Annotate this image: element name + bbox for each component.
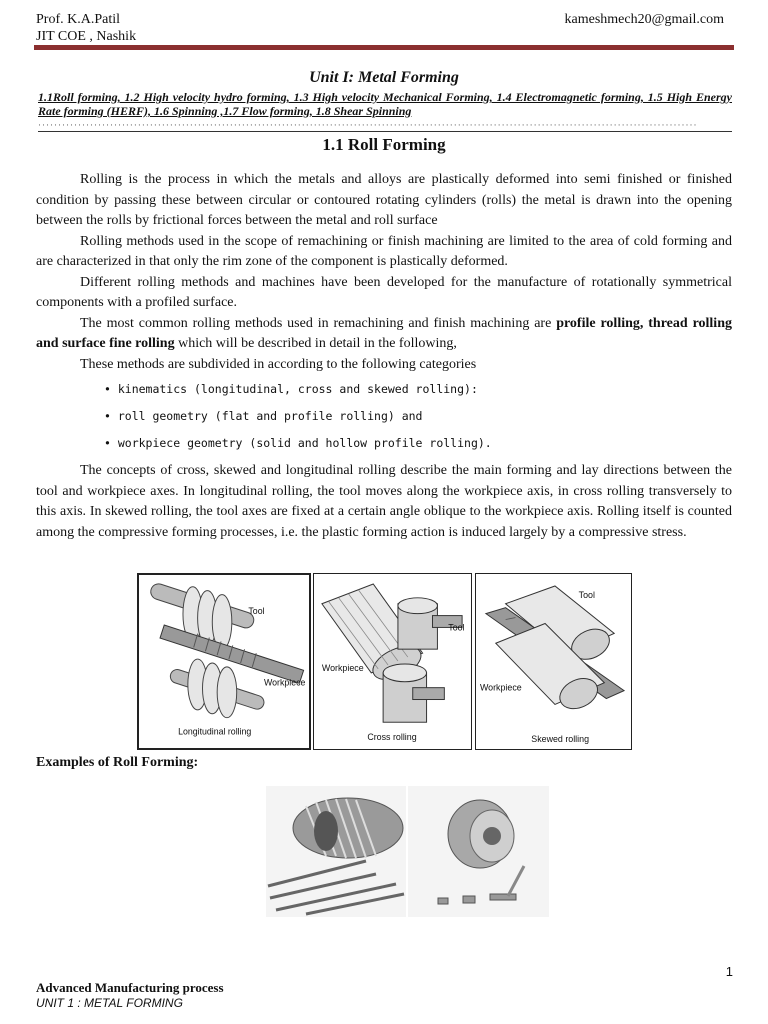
paragraph-common-methods — [36, 314, 732, 355]
paragraph-categories: These methods are subdivided in according to the following categories — [80, 356, 477, 372]
cross-tool-label: Tool — [448, 622, 465, 633]
category-bullets — [36, 376, 732, 457]
thread-rolls-image — [266, 786, 406, 917]
header-rule — [34, 45, 734, 50]
bullet-workpiece-geometry: • workpiece geometry (solid and hollow profile rolling). — [104, 436, 492, 450]
example-photo-roll-tool — [408, 786, 549, 917]
common-methods-start: The most common rolling methods used in remachining and finish machining are — [80, 315, 557, 331]
figure-cross-rolling — [313, 573, 472, 750]
skewed-rolling-diagram — [476, 574, 631, 749]
bullet-kinematics: • kinematics (longitudinal, cross and skewed rolling): — [104, 382, 478, 396]
author-email: kameshmech20@gmail.com — [564, 12, 724, 27]
page-number: 1 — [725, 964, 733, 979]
common-methods-end: which will be described in detail in the following, — [174, 336, 457, 351]
longitudinal-caption: Longitudinal rolling — [178, 726, 252, 737]
author-name: Prof. K.A.Patil — [36, 12, 120, 27]
institute-name: JIT COE , Nashik — [36, 29, 137, 44]
longitudinal-tool-label: Tool — [248, 606, 265, 617]
paragraph-rolling-methods: Rolling methods used in the scope of remachining or finish machining are limited to the area of cold forming and are characterized in that only the rim zone of the component is plastically deformed. — [36, 233, 732, 269]
longitudinal-rolling-diagram — [139, 575, 309, 748]
skewed-caption: Skewed rolling — [531, 733, 590, 744]
skewed-tool-label: Tool — [578, 589, 595, 600]
paragraph-rolling-concepts: The concepts of cross, skewed and longitudinal rolling describe the main forming and lay directions between the tool and workpiece axes. In longitudinal rolling, the tool moves along the workpiece axis, in cross rolling transversely to this axis. In skewed rolling, the tool axes are fixed at a certain angle oblique to the workpiece axis. Rolling itself is counted among the compressive forming processes, i.e. the plastic forming action is induced largely by a compressive stress. — [36, 463, 732, 540]
body-text — [36, 170, 732, 543]
figure-longitudinal-rolling — [137, 573, 311, 750]
paragraph-rolling-machines: Different rolling methods and machines have been developed for the manufacture of rotationally symmetrical components with a profiled surface. — [36, 274, 732, 310]
skewed-workpiece-label: Workpiece — [479, 682, 522, 693]
longitudinal-workpiece-label: Workpiece — [264, 677, 306, 688]
figure-skewed-rolling — [475, 573, 632, 750]
topics-list: 1.1Roll forming, 1.2 High velocity hydro forming, 1.3 High velocity Mechanical Forming, 1.4 Electromagnetic forming, 1.5 High Energy Rate forming (HERF), 1.6 Spinning ,1.7 Flow forming, 1.8 Shear Spinning — [38, 90, 732, 118]
cross-workpiece-label: Workpiece — [321, 662, 364, 673]
cross-caption: Cross rolling — [367, 732, 417, 742]
section-title: 1.1 Roll Forming — [322, 135, 446, 154]
cross-rolling-diagram — [314, 574, 471, 749]
common-methods-bold: profile rolling, thread rolling and surface fine rolling — [36, 315, 732, 351]
dotted-separator: ····································································································································································· — [38, 120, 732, 132]
examples-heading: Examples of Roll Forming: — [36, 755, 199, 770]
footer-unit: UNIT 1 : METAL FORMING — [36, 996, 183, 1010]
header-left — [36, 11, 136, 45]
paragraph-rolling-definition: Rolling is the process in which the metals and alloys are plastically deformed into semi finished or finished condition by passing these between circular or contoured rotating cylinders (rolls) the metal is drawn into the opening between the rolls by frictional forces between the metal and roll surface — [36, 172, 732, 228]
example-photo-thread-rolls — [266, 786, 406, 917]
roll-tool-image — [408, 786, 549, 917]
footer-course: Advanced Manufacturing process — [36, 980, 224, 995]
bullet-roll-geometry: • roll geometry (flat and profile rolling) and — [104, 409, 423, 423]
unit-title: Unit I: Metal Forming — [309, 69, 459, 86]
